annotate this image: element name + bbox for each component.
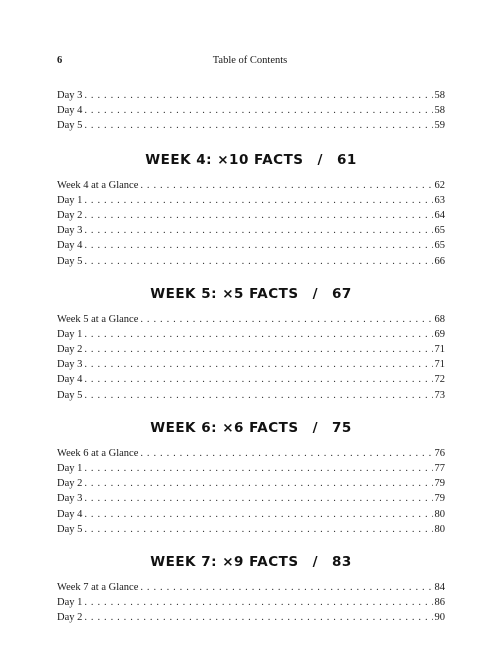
toc-entry-page: 80 (434, 508, 445, 520)
week-title: WEEK 5: ×5 FACTS (150, 285, 299, 302)
toc-entry[interactable] (57, 88, 445, 103)
toc-entry-label: Day 3 (57, 225, 83, 237)
toc-entry-page: 59 (434, 120, 445, 132)
dot-leader (140, 178, 432, 193)
toc-entry-label: Day 2 (57, 344, 83, 356)
toc-entry[interactable] (57, 178, 445, 193)
toc-entry-label: Day 4 (57, 105, 83, 117)
toc-entry[interactable] (57, 118, 445, 133)
week-title: WEEK 7: ×9 FACTS (150, 553, 299, 570)
week-start-page: 83 (332, 553, 352, 570)
toc-entry-page: 58 (434, 90, 445, 101)
week-heading[interactable] (57, 420, 445, 436)
dot-leader (84, 103, 432, 118)
toc-entry[interactable] (57, 193, 445, 208)
toc-entry-page: 58 (434, 105, 445, 117)
week-section (57, 286, 445, 403)
toc-entry[interactable] (57, 522, 445, 537)
week-heading[interactable] (57, 152, 445, 168)
week-heading[interactable] (57, 554, 445, 570)
toc-entry-label: Day 5 (57, 255, 83, 267)
week-section (57, 152, 445, 269)
week-section (57, 420, 445, 537)
week-title: WEEK 6: ×6 FACTS (150, 419, 299, 436)
dot-leader (84, 476, 432, 491)
toc-entry-page: 76 (434, 447, 445, 459)
dot-leader (84, 118, 432, 133)
dot-leader (84, 254, 432, 269)
toc-entry[interactable] (57, 238, 445, 253)
dot-leader (84, 88, 432, 103)
dot-leader (84, 388, 432, 403)
toc-entry-label: Day 1 (57, 328, 83, 340)
toc-entry[interactable] (57, 208, 445, 223)
toc-entry-label: Day 5 (57, 120, 83, 132)
toc-entry[interactable] (57, 103, 445, 118)
toc-entry-label: Day 2 (57, 478, 83, 490)
toc-entry-page: 65 (434, 240, 445, 252)
continued-entries (57, 88, 445, 134)
dot-leader (84, 610, 432, 625)
toc-entry[interactable] (57, 254, 445, 269)
week-start-page: 61 (336, 151, 357, 168)
toc-entry[interactable] (57, 580, 445, 595)
toc-entry[interactable] (57, 372, 445, 387)
toc-entry-label: Day 4 (57, 374, 83, 386)
toc-entry-label: Day 1 (57, 463, 83, 474)
dot-leader (84, 522, 432, 537)
toc-entry-label: Day 5 (57, 523, 83, 535)
toc-entry-page: 73 (434, 389, 445, 401)
dot-leader (84, 342, 432, 357)
toc-entry-label: Week 6 at a Glance (57, 447, 139, 459)
toc-entry-label: Day 3 (57, 493, 83, 505)
week-separator: / (317, 151, 323, 168)
toc-entry[interactable] (57, 312, 445, 327)
toc-entry-label: Week 5 at a Glance (57, 313, 139, 325)
toc-entry-page: 63 (434, 194, 445, 206)
toc-entry-page: 71 (434, 344, 445, 356)
toc-entry[interactable] (57, 507, 445, 522)
toc-entry-page: 71 (434, 359, 445, 371)
toc-entry-label: Day 4 (57, 240, 83, 252)
toc-entry-label: Day 3 (57, 90, 83, 101)
toc-entry-label: Week 7 at a Glance (57, 581, 139, 593)
toc-entry-label: Week 4 at a Glance (57, 179, 139, 191)
dot-leader (84, 372, 432, 387)
toc-entry-page: 69 (434, 328, 445, 340)
toc-entry-page: 65 (434, 225, 445, 237)
page-number: 6 (57, 55, 63, 66)
toc-entry-page: 66 (434, 255, 445, 267)
week-start-page: 67 (332, 285, 352, 302)
dot-leader (84, 491, 432, 506)
week-title: WEEK 4: ×10 FACTS (145, 151, 304, 168)
week-heading[interactable] (57, 286, 445, 302)
week-separator: / (312, 285, 318, 302)
toc-entry-page: 90 (434, 612, 445, 624)
dot-leader (84, 193, 432, 208)
week-section (57, 554, 445, 626)
week-separator: / (312, 419, 318, 436)
toc-entry[interactable] (57, 476, 445, 491)
dot-leader (84, 461, 432, 476)
toc-entry-page: 64 (434, 209, 445, 221)
dot-leader (84, 507, 432, 522)
dot-leader (84, 595, 432, 610)
toc-entry-label: Day 4 (57, 508, 83, 520)
toc-entry[interactable] (57, 610, 445, 625)
toc-entry-label: Day 1 (57, 194, 83, 206)
week-start-page: 75 (332, 419, 352, 436)
toc-entry[interactable] (57, 595, 445, 610)
toc-content (57, 88, 445, 626)
toc-entry-label: Day 2 (57, 209, 83, 221)
toc-entry-page: 62 (434, 179, 445, 191)
toc-entry-page: 68 (434, 313, 445, 325)
toc-entry[interactable] (57, 342, 445, 357)
dot-leader (140, 446, 432, 461)
toc-entry[interactable] (57, 491, 445, 506)
dot-leader (84, 357, 432, 372)
dot-leader (84, 238, 432, 253)
toc-entry-page: 79 (434, 493, 445, 505)
toc-entry-page: 84 (434, 581, 445, 593)
toc-entry-page: 86 (434, 597, 445, 609)
toc-entry-label: Day 3 (57, 359, 83, 371)
week-separator: / (312, 553, 318, 570)
toc-entry-page: 77 (434, 463, 445, 474)
toc-entry[interactable] (57, 388, 445, 403)
dot-leader (84, 208, 432, 223)
dot-leader (84, 223, 432, 238)
toc-entry[interactable] (57, 357, 445, 372)
toc-entry-page: 80 (434, 523, 445, 535)
toc-entry-label: Day 2 (57, 612, 83, 624)
toc-entry-page: 79 (434, 478, 445, 490)
toc-entry[interactable] (57, 446, 445, 461)
dot-leader (140, 580, 432, 595)
toc-entry-label: Day 1 (57, 597, 83, 609)
toc-entry[interactable] (57, 327, 445, 342)
dot-leader (84, 327, 432, 342)
toc-entry-label: Day 5 (57, 389, 83, 401)
toc-entry-page: 72 (434, 374, 445, 386)
toc-entry[interactable] (57, 223, 445, 238)
dot-leader (140, 312, 432, 327)
running-head: Table of Contents (212, 55, 288, 66)
toc-entry[interactable] (57, 461, 445, 476)
